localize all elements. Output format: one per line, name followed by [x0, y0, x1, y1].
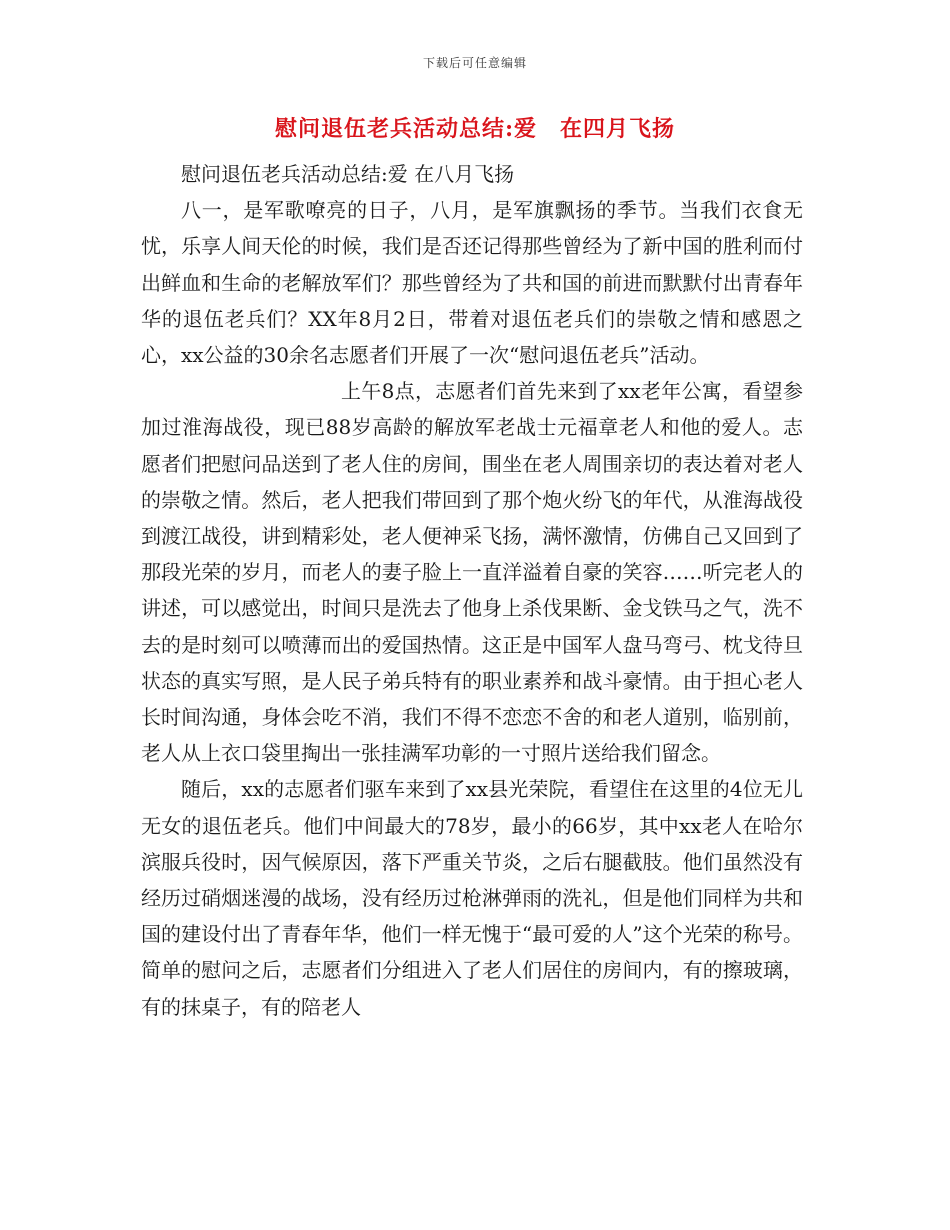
paragraph-afternoon-visit: 随后，xx的志愿者们驱车来到了xx县光荣院，看望住在这里的4位无儿无女的退伍老兵。他们中间最大的78岁，最小的66岁，其中xx老人在哈尔滨服兵役时，因气候原因，落下严重关节炎，之后右腿截肢。他们虽然没有经历过硝烟迷漫的战场，没有经历过枪淋弹雨的洗礼，但是他们同样为共和国的建设付出了青春年华，他们一样无愧于“最可爱的人”这个光荣的称号。简单的慰问之后，志愿者们分组进入了老人们居住的房间内，有的擦玻璃，有的抹桌子，有的陪老人: [141, 777, 803, 1019]
paragraph-morning-visit: 上午8点，志愿者们首先来到了xx老年公寓，看望参加过淮海战役，现已88岁高龄的解放军老战士元福章老人和他的爱人。志愿者们把慰问品送到了老人住的房间，围坐在老人周围亲切的表达着对老人的崇敬之情。然后，老人把我们带回到了那个炮火纷飞的年代，从淮海战役到渡江战役，讲到精彩处，老人便神采飞扬，满怀激情，仿佛自己又回到了那段光荣的岁月，而老人的妻子脸上一直洋溢着自豪的笑容……听完老人的讲述，可以感觉出，时间只是洗去了他身上杀伐果断、金戈铁马之气，洗不去的是时刻可以喷薄而出的爱国热情。这正是中国军人盘马弯弓、枕戈待旦状态的真实写照，是人民子弟兵特有的职业素养和战斗豪情。由于担心老人长时间沟通，身体会吃不消，我们不得不恋恋不舍的和老人道别，临别前，老人从上衣口袋里掏出一张挂满军功彰的一寸照片送给我们留念。: [141, 379, 803, 766]
header-note: 下载后可任意编辑: [422, 56, 527, 70]
subtitle-paragraph: 慰问退伍老兵活动总结:爱 在八月飞扬: [181, 162, 515, 186]
document-title: 慰问退伍老兵活动总结:爱 在四月飞扬: [274, 116, 676, 142]
document-body: [141, 156, 803, 1025]
paragraph-intro: 八一，是军歌嘹亮的日子，八月，是军旗飘扬的季节。当我们衣食无忧，乐享人间天伦的时候，我们是否还记得那些曾经为了新中国的胜利而付出鲜血和生命的老解放军们？那些曾经为了共和国的前进而默默付出青春年华的退伍老兵们？XX年8月2日，带着对退伍老兵们的崇敬之情和感恩之心，xx公益的30余名志愿者们开展了一次“慰问退伍老兵”活动。: [141, 198, 803, 368]
